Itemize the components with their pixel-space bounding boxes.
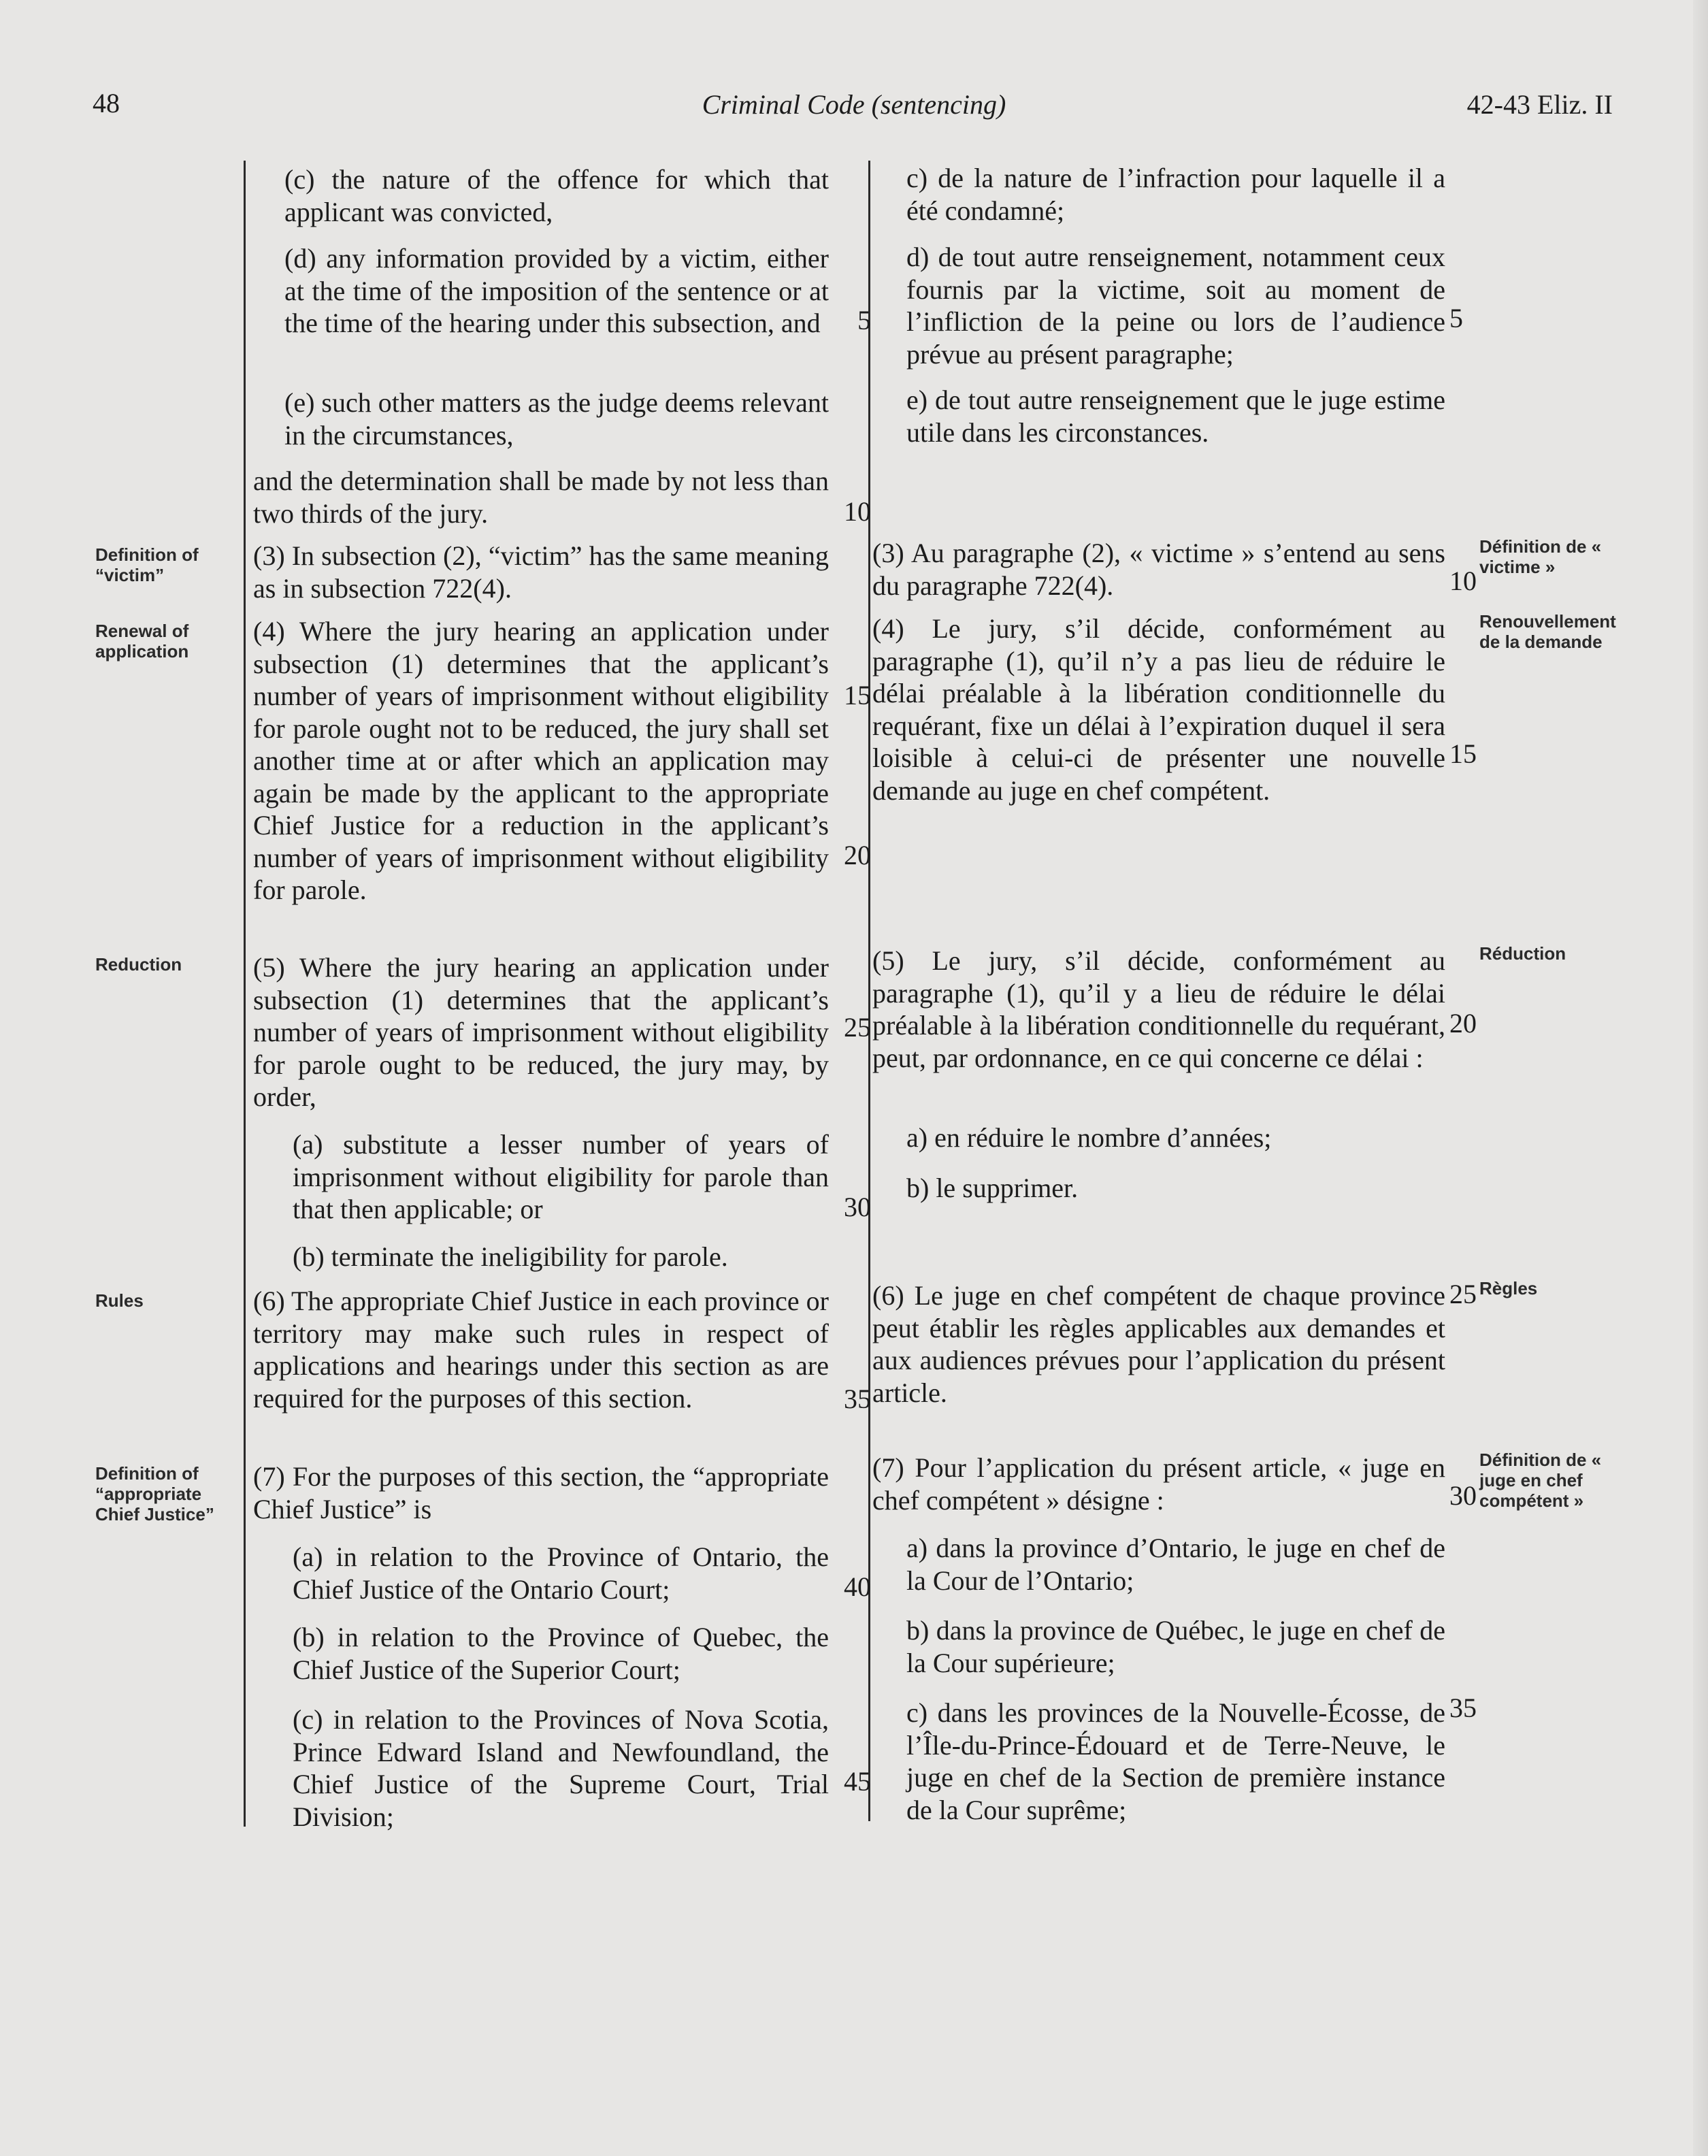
margin-note-definition-juge: Définition de « juge en chef compétent » [1479,1450,1602,1511]
fr-line-number: 10 [1449,566,1477,596]
margin-note-definition-victime: Définition de « victime » [1479,536,1602,577]
en-paragraph-7b: (b) in relation to the Province of Quebec, the Chief Justice of the Superior Court; [293,1622,829,1685]
fr-line-number: 35 [1449,1693,1477,1723]
fr-paragraph-7c: c) dans les provinces de la Nouvelle-Écosse, de l’Île-du-Prince-Édouard et de Terre-Neuve, le juge en chef de la Section de première instance de la Cour suprême; [906,1697,1445,1825]
en-subsection-7: (7) For the purposes of this section, the “appropriate Chief Justice” is [253,1461,829,1524]
en-subsection-4: (4) Where the jury hearing an application under subsection (1) determines that the applicant’s number of years of imprisonment without eligibility for parole ought not to be reduced, the jury shall set another time at or after which an application may again be made by the applicant to the appropriate Chief Justice for a reduction in the applicant’s number of years of imprisonment without eligibility for parole. [253,616,829,905]
en-line-number: 10 [844,496,871,527]
margin-note-definition-victim: Definition of “victim” [95,544,199,585]
en-line-number: 15 [844,680,871,710]
fr-subsection-3: (3) Au paragraphe (2), « victime » s’entend au sens du paragraphe 722(4). [872,538,1445,601]
en-determination-text: and the determination shall be made by not less than two thirds of the jury. [253,466,829,529]
fr-line-number: 25 [1449,1279,1477,1309]
fr-subsection-7: (7) Pour l’application du présent article, « juge en chef compétent » désigne : [872,1452,1445,1516]
en-line-number: 35 [844,1384,871,1414]
en-subsection-5: (5) Where the jury hearing an application under subsection (1) determines that the applicant’s number of years of imprisonment without eligibility for parole ought to be reduced, the jury may, by order, [253,952,829,1112]
running-title: Criminal Code (sentencing) [702,89,1006,120]
fr-line-number: 20 [1449,1008,1477,1039]
en-paragraph-7c: (c) in relation to the Provinces of Nova Scotia, Prince Edward Island and Newfoundland, the Chief Justice of the Supreme Court, Trial Division; [293,1704,829,1832]
fr-line-number: 30 [1449,1480,1477,1511]
margin-note-rules: Rules [95,1290,144,1311]
fr-paragraph-5a: a) en réduire le nombre d’années; [906,1122,1272,1153]
en-line-number: 45 [844,1766,871,1797]
page-number: 48 [93,88,120,118]
left-column-rule [244,161,246,1827]
en-line-number: 25 [844,1012,871,1043]
volume-citation: 42-43 Eliz. II [1466,89,1613,120]
fr-subsection-4: (4) Le jury, s’il décide, conformément au paragraphe (1), qu’il n’y a pas lieu de réduire le délai préalable à la libération conditionnelle du requérant, fixe un délai à l’expiration duquel il sera loisible à celui-ci de présenter une nouvelle demande au juge en chef compétent. [872,613,1445,806]
margin-note-definition-chief-justice: Definition of “appropriate Chief Justice” [95,1463,214,1524]
margin-note-regles: Règles [1479,1278,1538,1298]
margin-note-renouvellement: Renouvellement de la demande [1479,611,1616,652]
en-subsection-3: (3) In subsection (2), “victim” has the same meaning as in subsection 722(4). [253,540,829,604]
en-paragraph-7a: (a) in relation to the Province of Ontario, the Chief Justice of the Ontario Court; [293,1541,829,1605]
fr-paragraph-7a: a) dans la province d’Ontario, le juge en chef de la Cour de l’Ontario; [906,1533,1445,1596]
en-paragraph-5a: (a) substitute a lesser number of years of imprisonment without eligibility for parole than that then applicable; or [293,1129,829,1224]
en-line-number: 20 [844,840,871,870]
page-edge-shadow [1693,0,1708,2156]
en-paragraph-e: (e) such other matters as the judge deems relevant in the circumstances, [284,387,829,451]
en-line-number: 40 [844,1571,871,1602]
en-line-number: 5 [857,305,871,336]
margin-note-renewal: Renewal of application [95,621,189,662]
fr-subsection-5: (5) Le jury, s’il décide, conformément au paragraphe (1), qu’il y a lieu de réduire le délai préalable à la libération conditionnelle du requérant, peut, par ordonnance, en ce qui concerne ce délai : [872,945,1445,1073]
fr-paragraph-7b: b) dans la province de Québec, le juge en chef de la Cour supérieure; [906,1615,1445,1678]
en-subsection-6: (6) The appropriate Chief Justice in each province or territory may make such rules in respect of applications and hearings under this section as are required for the purposes of this section. [253,1286,829,1414]
en-paragraph-c: (c) the nature of the offence for which that applicant was convicted, [284,164,829,227]
margin-note-reduction: Reduction [95,954,182,975]
fr-paragraph-e: e) de tout autre renseignement que le juge estime utile dans les circonstances. [906,385,1445,448]
fr-subsection-6: (6) Le juge en chef compétent de chaque province peut établir les règles applicables aux demandes et aux audiences prévues pour l’application du présent article. [872,1280,1445,1408]
fr-paragraph-d: d) de tout autre renseignement, notamment ceux fournis par la victime, soit au moment de l’infliction de la peine ou lors de l’audience prévue au présent paragraphe; [906,242,1445,370]
en-paragraph-5b: (b) terminate the ineligibility for parole. [293,1241,728,1272]
en-paragraph-d: (d) any information provided by a victim, either at the time of the imposition of the sentence or at the time of the hearing under this subsection, and [284,243,829,338]
fr-line-number: 15 [1449,738,1477,769]
fr-paragraph-5b: b) le supprimer. [906,1173,1079,1203]
fr-line-number: 5 [1449,303,1463,333]
margin-note-reduction-fr: Réduction [1479,943,1566,964]
en-line-number: 30 [844,1192,871,1222]
fr-paragraph-c: c) de la nature de l’infraction pour laquelle il a été condamné; [906,163,1445,226]
